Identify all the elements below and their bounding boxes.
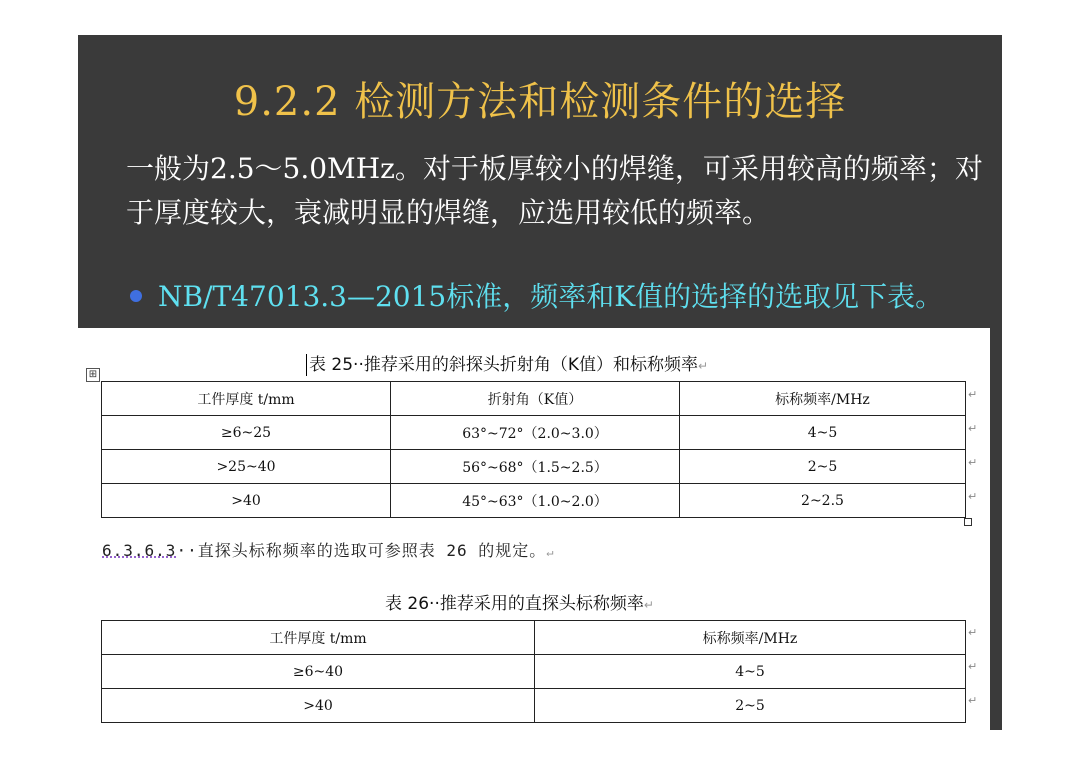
table-cell: >25~40 xyxy=(102,450,391,484)
table-row xyxy=(102,689,966,723)
para-mark: ↵ xyxy=(968,490,978,503)
table-header-cell: 工件厚度 t/mm xyxy=(102,621,535,655)
clause-text: ··直探头标称频率的选取可参照表 26 的规定。 xyxy=(176,541,547,560)
table-anchor-icon[interactable]: ⊞ xyxy=(86,368,100,382)
table-cell: 56°~68°（1.5~2.5） xyxy=(391,450,680,484)
table-cell: 2~5 xyxy=(680,450,966,484)
table-header-row xyxy=(102,621,966,655)
table-row xyxy=(102,484,966,518)
para-mark: ↵ xyxy=(968,660,978,673)
table-cell: 63°~72°（2.0~3.0） xyxy=(391,416,680,450)
slide-paragraph: 一般为2.5～5.0MHz。对于板厚较小的焊缝，可采用较高的频率；对于厚度较大，衰减明显的焊缝，应选用较低的频率。 xyxy=(126,152,983,229)
table-25 xyxy=(101,381,966,518)
table-header-cell: 标称频率/MHz xyxy=(535,621,966,655)
slide-bullet xyxy=(130,275,990,319)
table-26 xyxy=(101,620,966,723)
table-cell: ≥6~40 xyxy=(102,655,535,689)
para-mark: ↵ xyxy=(968,694,978,707)
table-cell: 4~5 xyxy=(680,416,966,450)
table-row xyxy=(102,416,966,450)
table-row xyxy=(102,655,966,689)
table-header-cell: 折射角（K值） xyxy=(391,382,680,416)
table-header-row xyxy=(102,382,966,416)
table-cell: 45°~63°（1.0~2.0） xyxy=(391,484,680,518)
table-cell: 2~5 xyxy=(535,689,966,723)
para-mark: ↵ xyxy=(968,626,978,639)
bullet-text: NB/T47013.3—2015标准，频率和K值的选择的选取见下表。 xyxy=(158,280,944,313)
table-row xyxy=(102,450,966,484)
slide xyxy=(78,35,1002,730)
clause-number: 6.3.6.3 xyxy=(102,541,177,560)
table-cell: 2~2.5 xyxy=(680,484,966,518)
table-cell: >40 xyxy=(102,689,535,723)
para-mark: ↵ xyxy=(968,422,978,435)
slide-title: 9.2.2 检测方法和检测条件的选择 xyxy=(233,79,847,125)
table-resize-handle[interactable] xyxy=(964,518,972,526)
table26-caption: 表 26··推荐采用的直探头标称频率↵ xyxy=(385,594,654,614)
text-cursor xyxy=(306,354,307,376)
table-cell: >40 xyxy=(102,484,391,518)
clause-line: 6.3.6.3··直探头标称频率的选取可参照表 26 的规定。↵ xyxy=(102,541,555,560)
table25-caption: 表 25··推荐采用的斜探头折射角（K值）和标称频率↵ xyxy=(306,350,708,376)
bullet-dot-icon xyxy=(130,290,142,302)
para-mark: ↵ xyxy=(968,388,978,401)
para-mark: ↵ xyxy=(968,456,978,469)
embedded-document xyxy=(78,328,990,730)
table-header-cell: 工件厚度 t/mm xyxy=(102,382,391,416)
table-header-cell: 标称频率/MHz xyxy=(680,382,966,416)
table-cell: 4~5 xyxy=(535,655,966,689)
table-cell: ≥6~25 xyxy=(102,416,391,450)
